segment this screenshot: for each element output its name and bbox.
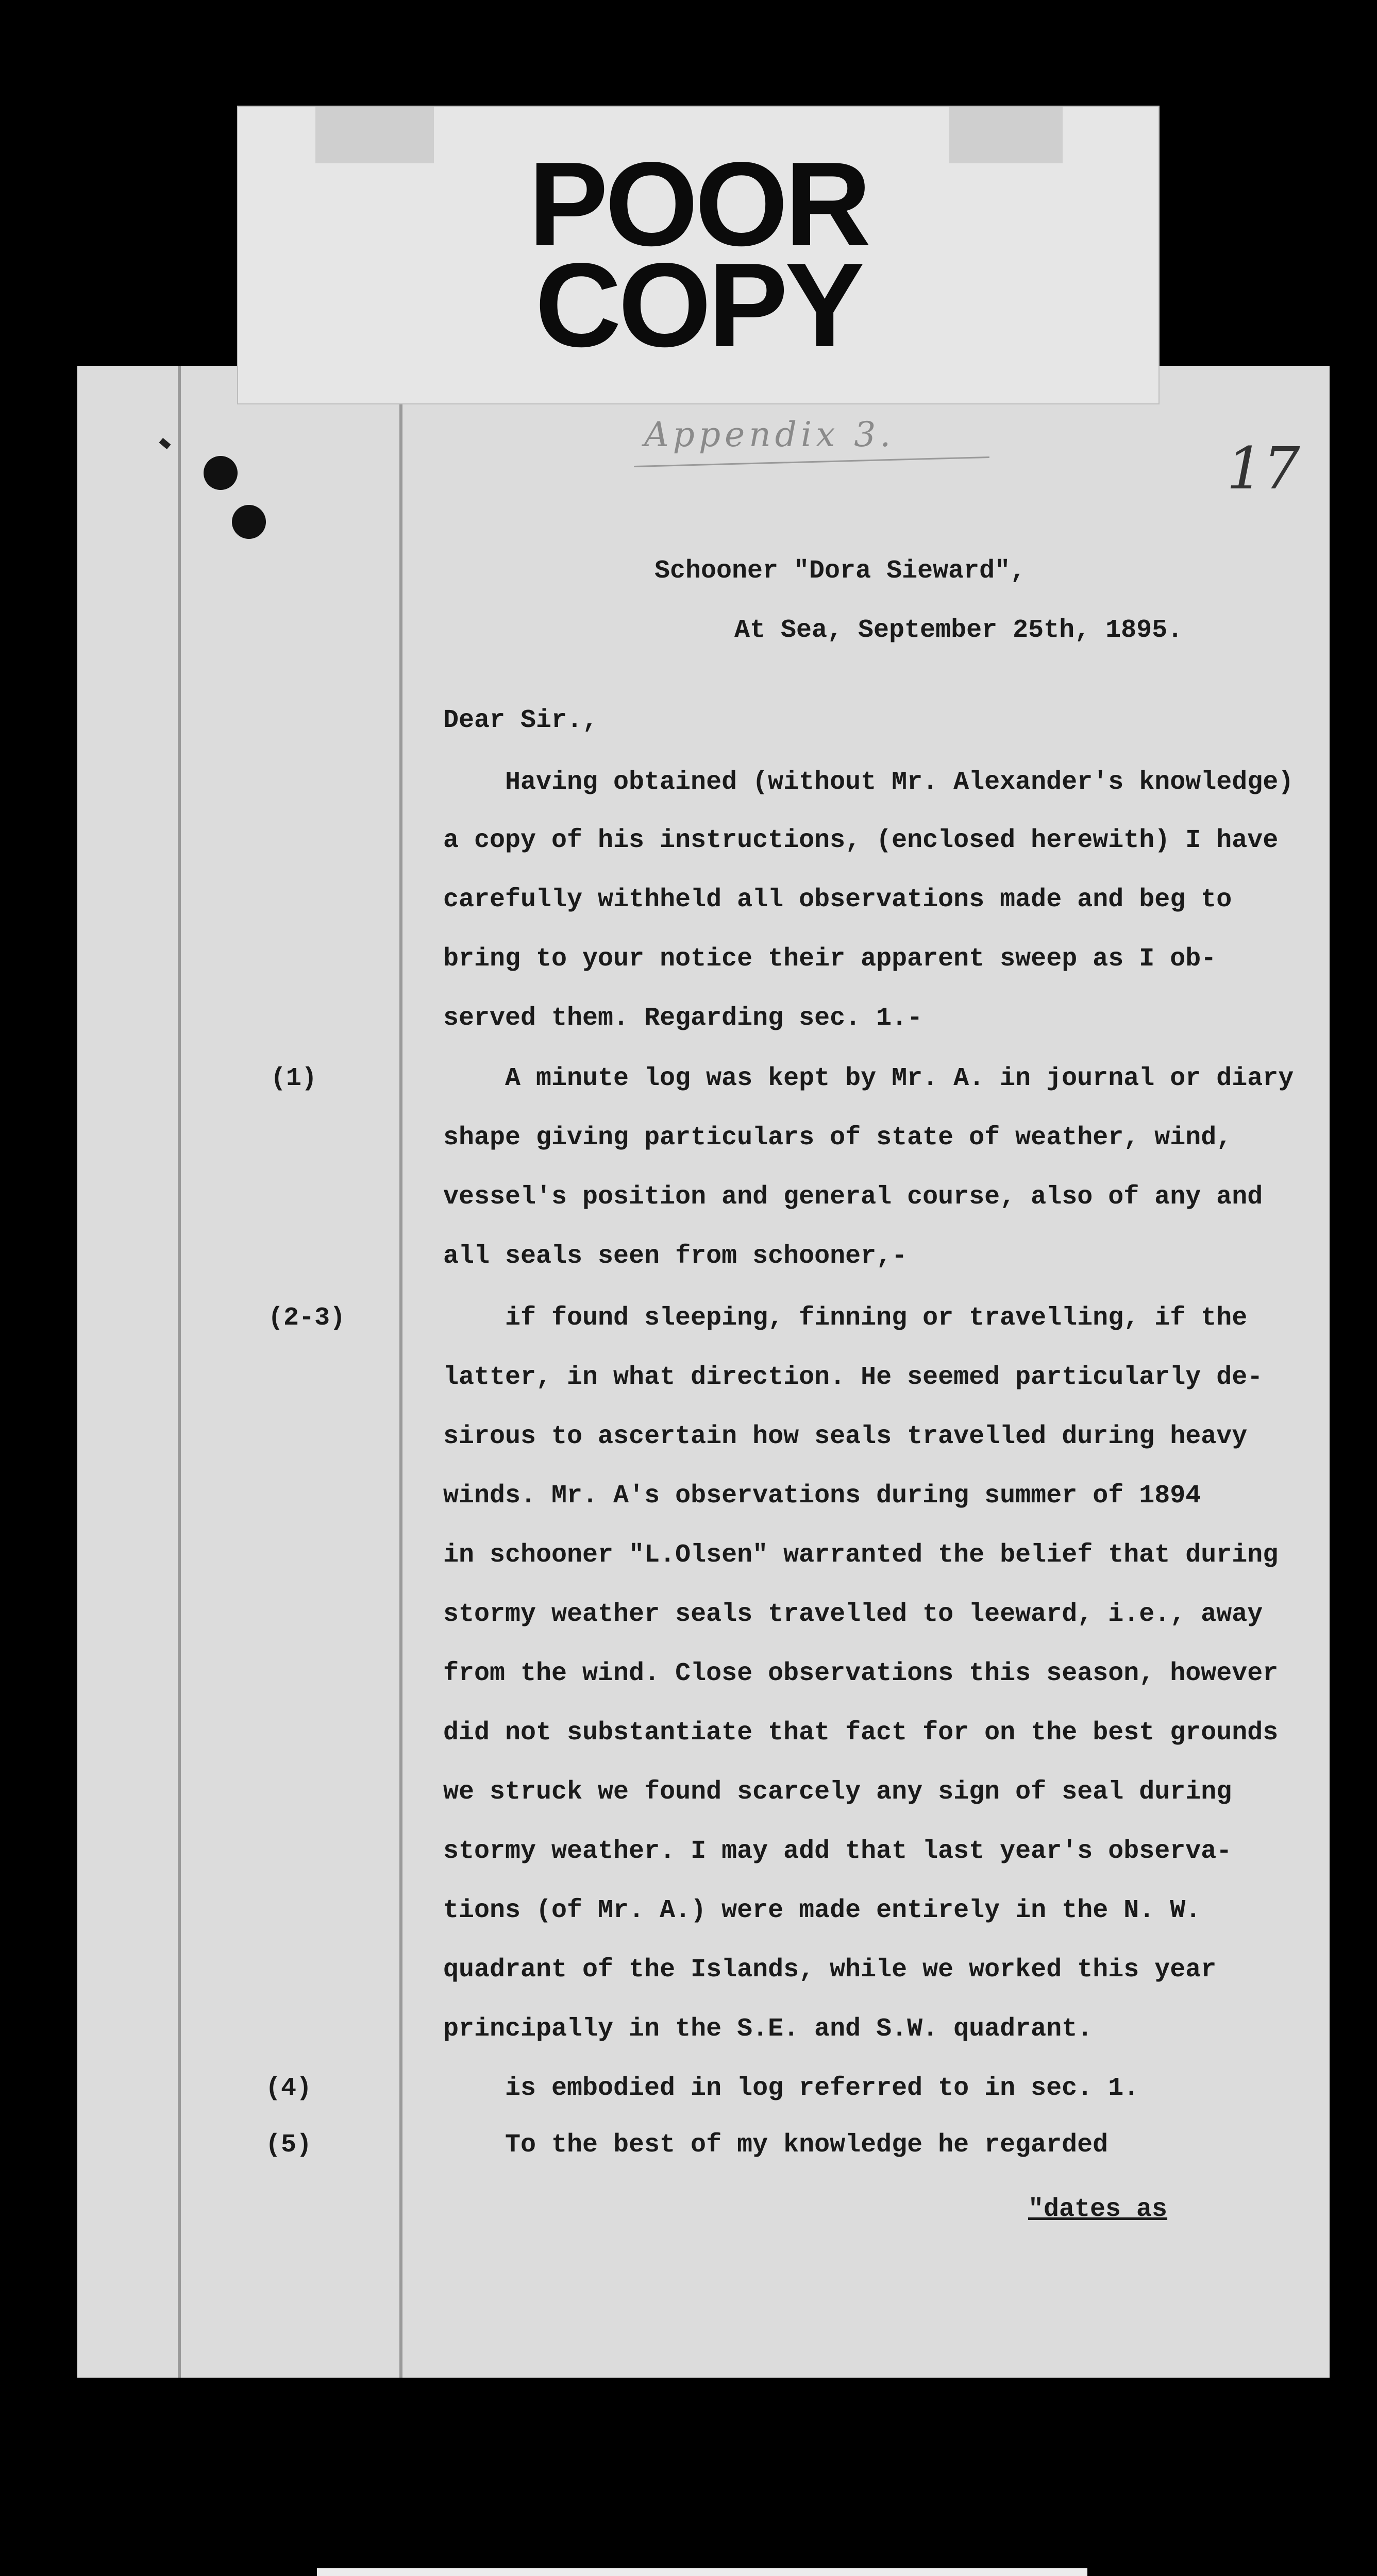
body-line: quadrant of the Islands, while we worked this year: [443, 1955, 1217, 1985]
body-line: served them. Regarding sec. 1.-: [443, 1004, 923, 1033]
letter-page: [77, 366, 1330, 2378]
body-line: carefully withheld all observations made and beg to: [443, 885, 1232, 914]
margin-note: (2-3): [268, 1303, 346, 1333]
margin-note: (1): [271, 1064, 317, 1093]
salutation: Dear Sir.,: [443, 706, 598, 735]
margin-rule-line: [399, 366, 402, 2378]
body-line: in schooner "L.Olsen" warranted the belief that during: [443, 1540, 1279, 1570]
stamp-line-1: POOR: [528, 138, 868, 271]
body-line: vessel's position and general course, also of any and: [443, 1182, 1263, 1212]
body-line: tions (of Mr. A.) were made entirely in the N. W.: [443, 1896, 1201, 1925]
body-line: all seals seen from schooner,-: [443, 1242, 908, 1271]
body-line: stormy weather seals travelled to leeward, i.e., away: [443, 1600, 1263, 1629]
stamp-line-2: COPY: [535, 239, 862, 372]
body-line: A minute log was kept by Mr. A. in journal or diary: [505, 1064, 1294, 1093]
handwritten-appendix-note: Appendix 3.: [644, 415, 895, 454]
punch-hole-top: [204, 456, 238, 490]
body-line: bring to your notice their apparent sweep as I ob-: [443, 944, 1217, 974]
body-line: stormy weather. I may add that last year's observa-: [443, 1837, 1232, 1866]
body-line: latter, in what direction. He seemed particularly de-: [443, 1363, 1263, 1392]
body-line: is embodied in log referred to in sec. 1.: [505, 2074, 1139, 2103]
body-line: Having obtained (without Mr. Alexander's knowledge): [505, 768, 1294, 797]
left-binding-line: [178, 366, 181, 2378]
body-line: from the wind. Close observations this season, however: [443, 1659, 1279, 1688]
file-label-strip: [317, 2568, 1087, 2576]
handwritten-page-number: 17: [1227, 435, 1300, 502]
body-line: sirous to ascertain how seals travelled during heavy: [443, 1422, 1248, 1451]
catchword: "dates as: [1028, 2195, 1168, 2224]
margin-note: (5): [265, 2130, 312, 2160]
poor-copy-stamp: [237, 106, 1160, 404]
binding-mark: [159, 438, 171, 449]
letter-header-date: At Sea, September 25th, 1895.: [734, 616, 1183, 645]
appendix-underline: [634, 456, 989, 467]
body-line: did not substantiate that fact for on the best grounds: [443, 1718, 1279, 1748]
body-line: a copy of his instructions, (enclosed herewith) I have: [443, 826, 1279, 855]
body-line: To the best of my knowledge he regarded: [505, 2130, 1109, 2160]
body-line: we struck we found scarcely any sign of seal during: [443, 1777, 1232, 1807]
body-line: principally in the S.E. and S.W. quadrant.: [443, 2014, 1093, 2044]
body-line: shape giving particulars of state of weather, wind,: [443, 1123, 1232, 1153]
punch-hole-bottom: [232, 505, 266, 539]
letter-header-vessel: Schooner "Dora Sieward",: [654, 556, 1026, 586]
margin-note: (4): [265, 2074, 312, 2103]
body-line: if found sleeping, finning or travelling, if the: [505, 1303, 1248, 1333]
body-line: winds. Mr. A's observations during summer of 1894: [443, 1481, 1201, 1511]
